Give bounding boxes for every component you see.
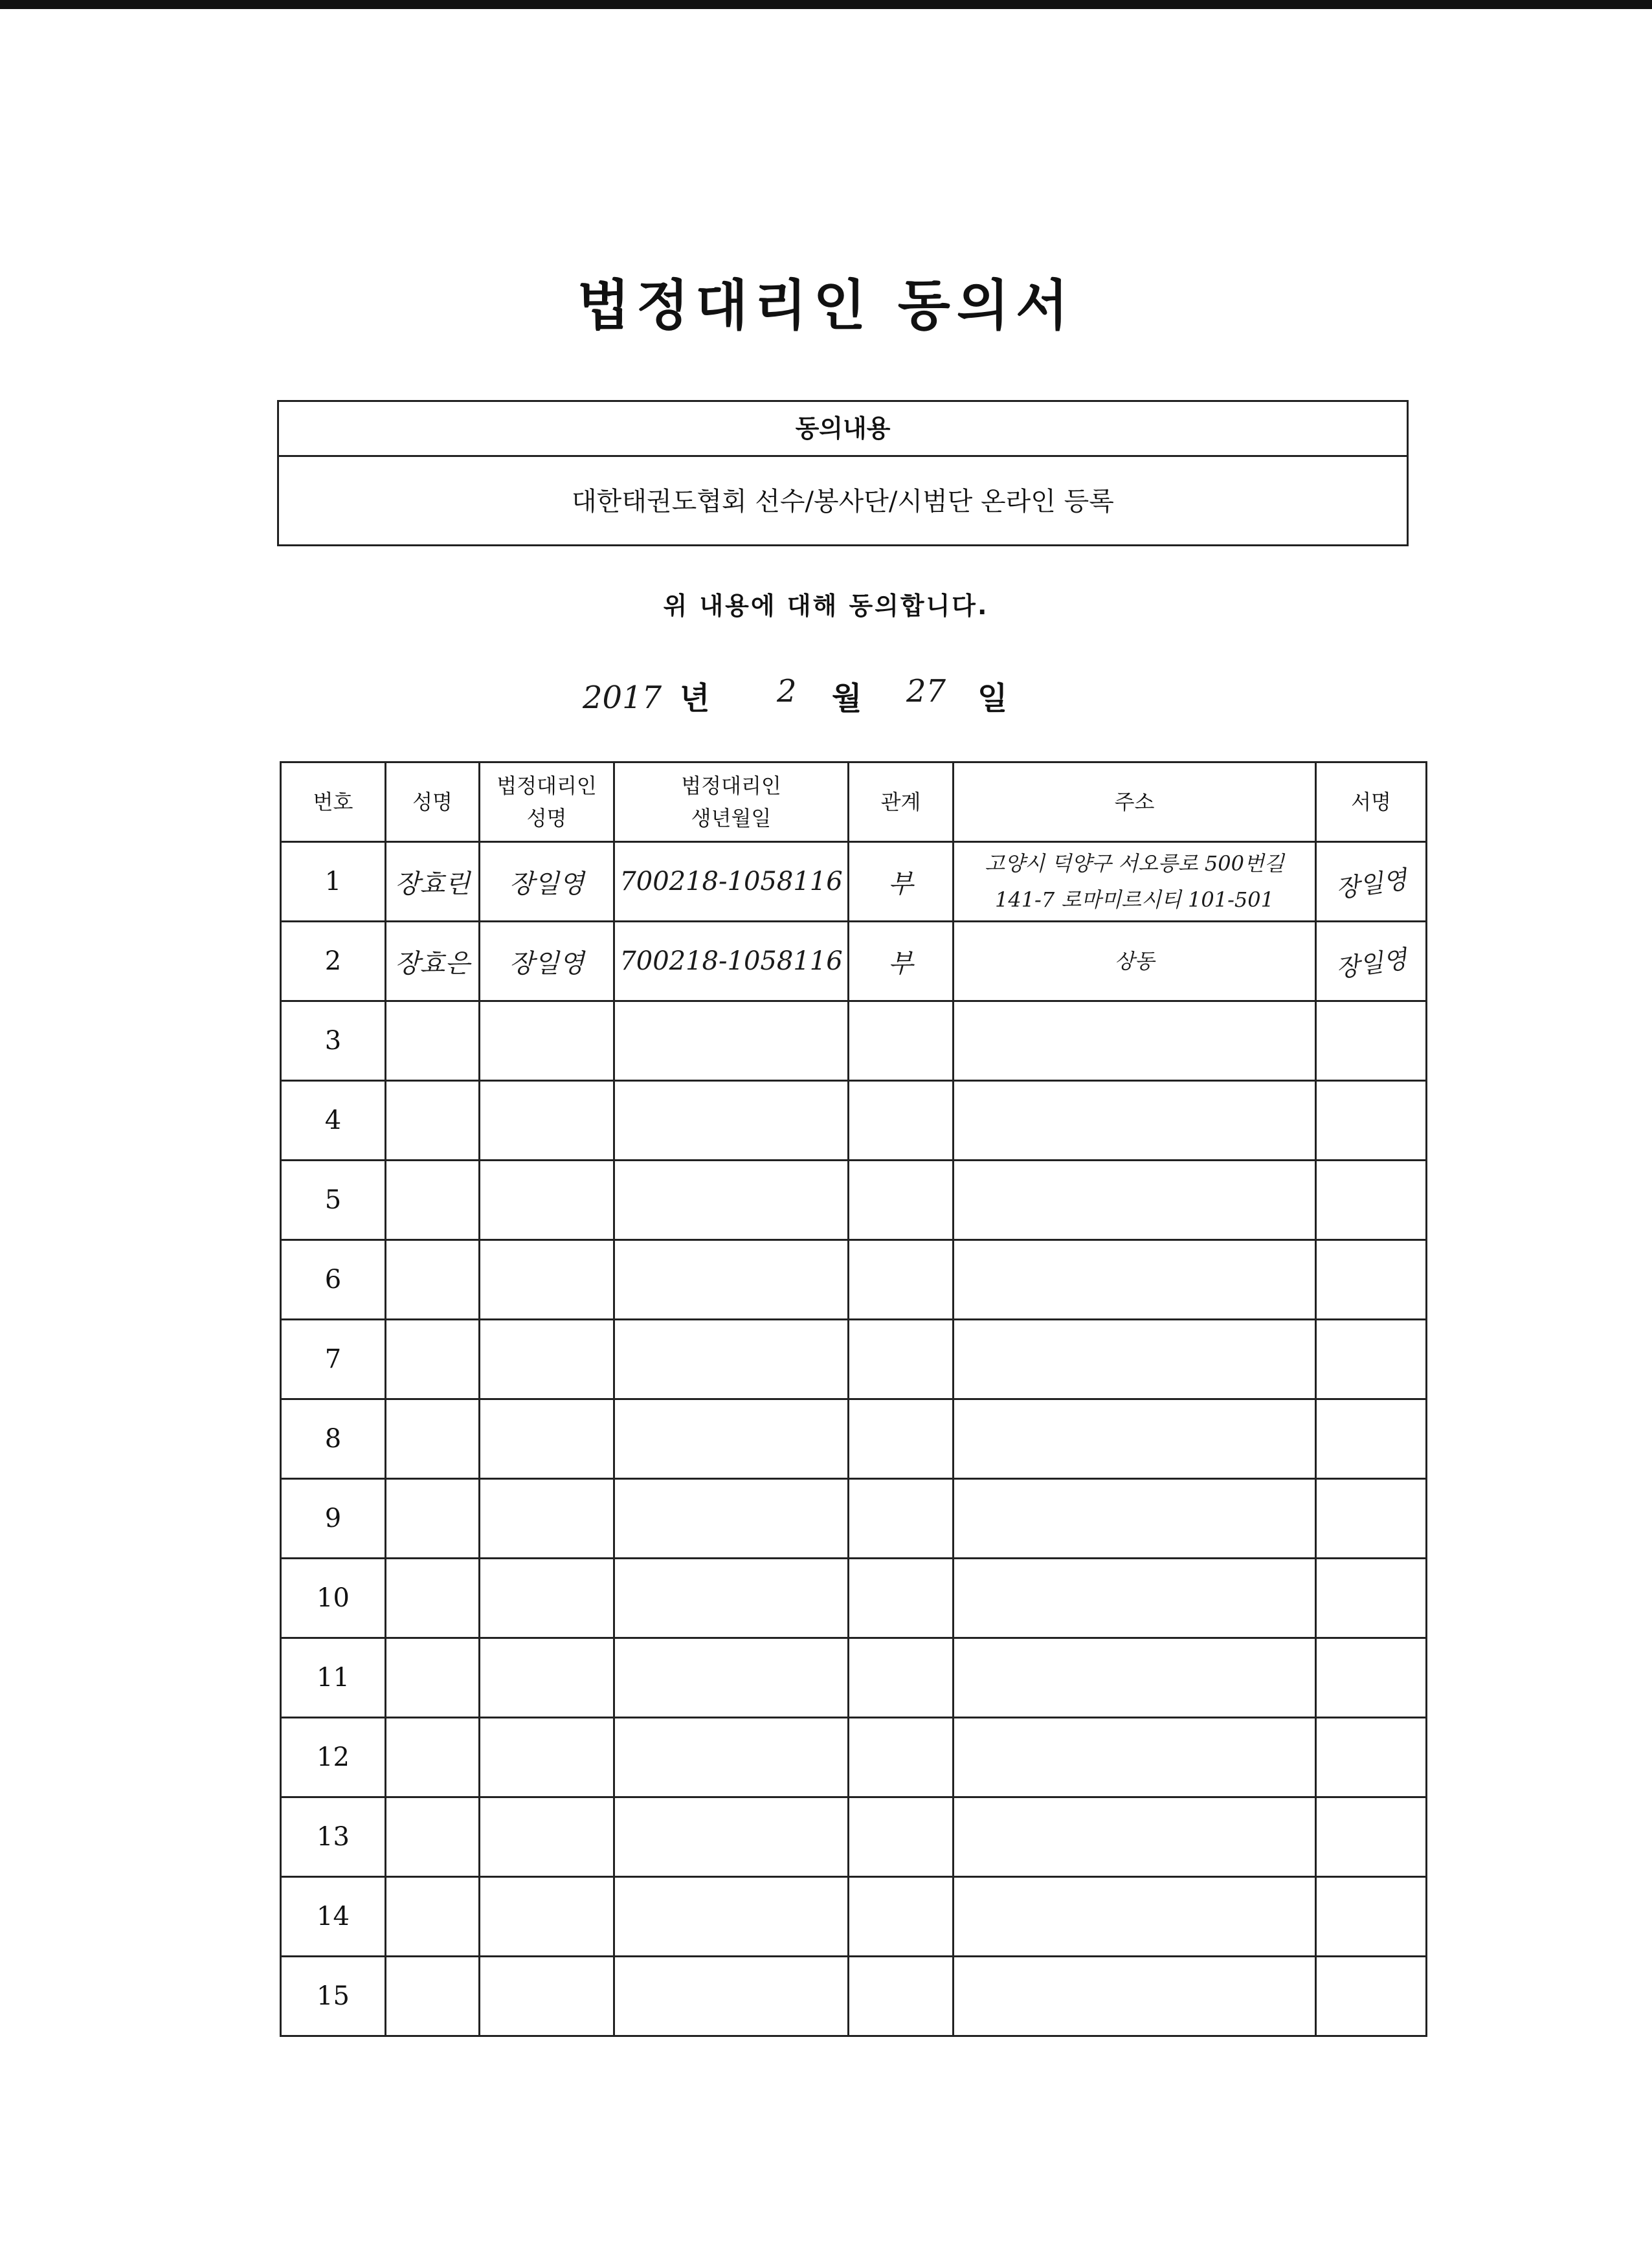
row-birth [614, 1001, 849, 1081]
row-signature [1316, 1479, 1427, 1559]
row-signature [1316, 842, 1427, 922]
row-no: 8 [281, 1399, 386, 1479]
row-guardian: 장일영 [480, 842, 614, 922]
row-address [954, 1559, 1316, 1638]
row-address-line2: 141-7 로마미르시티 101-501 [994, 887, 1275, 912]
table-row [281, 1081, 1427, 1161]
row-no: 2 [281, 922, 386, 1001]
row-no: 15 [281, 1957, 386, 2036]
table-row [281, 922, 1427, 1001]
row-signature [1316, 922, 1427, 1001]
header-signature: 서명 [1316, 762, 1427, 842]
row-name: 장효은 [386, 922, 480, 1001]
row-address [954, 1638, 1316, 1718]
row-address [954, 1240, 1316, 1320]
row-address [954, 1797, 1316, 1877]
row-name [386, 1718, 480, 1797]
scan-top-edge [0, 0, 1652, 9]
row-guardian [480, 1479, 614, 1559]
row-address-line1: 상동 [1114, 949, 1155, 973]
table-row [281, 1161, 1427, 1240]
table-row [281, 842, 1427, 922]
row-guardian [480, 1161, 614, 1240]
row-address [954, 1161, 1316, 1240]
date-year-unit: 년 [680, 680, 710, 717]
row-relation [849, 1957, 954, 2036]
header-guardian-birth-line2: 생년월일 [691, 806, 772, 830]
row-birth: 700218-1058116 [614, 922, 849, 1001]
row-no: 14 [281, 1877, 386, 1957]
row-signature [1316, 1240, 1427, 1320]
row-no: 11 [281, 1638, 386, 1718]
row-signature [1316, 1718, 1427, 1797]
guardian-table [280, 761, 1427, 2037]
row-birth [614, 1877, 849, 1957]
row-name [386, 1559, 480, 1638]
row-relation [849, 1718, 954, 1797]
signature-mark: 장일영 [1334, 944, 1409, 983]
table-row [281, 1399, 1427, 1479]
row-guardian [480, 1797, 614, 1877]
row-address [954, 1399, 1316, 1479]
table-row [281, 1479, 1427, 1559]
row-guardian [480, 1001, 614, 1081]
row-no: 12 [281, 1718, 386, 1797]
table-row [281, 1797, 1427, 1877]
row-birth [614, 1399, 849, 1479]
table-row [281, 1957, 1427, 2036]
row-no: 4 [281, 1081, 386, 1161]
row-guardian [480, 1399, 614, 1479]
date-month: 2 [777, 673, 797, 709]
row-birth: 700218-1058116 [614, 842, 849, 922]
row-birth [614, 1479, 849, 1559]
date-line [0, 667, 1652, 731]
row-relation [849, 1320, 954, 1399]
row-relation: 부 [849, 922, 954, 1001]
header-name: 성명 [386, 762, 480, 842]
table-row [281, 1240, 1427, 1320]
header-guardian-name [480, 762, 614, 842]
row-address-line1: 고양시 덕양구 서오릉로 500번길 [985, 851, 1284, 876]
header-guardian-name-line1: 법정대리인 [497, 773, 597, 798]
row-name [386, 1161, 480, 1240]
row-name [386, 1240, 480, 1320]
row-relation [849, 1001, 954, 1081]
row-birth [614, 1638, 849, 1718]
header-no: 번호 [281, 762, 386, 842]
row-signature [1316, 1399, 1427, 1479]
row-address [954, 922, 1316, 1001]
row-relation [849, 1479, 954, 1559]
date-month-unit: 월 [832, 680, 862, 717]
row-no: 3 [281, 1001, 386, 1081]
signature-mark: 장일영 [1334, 865, 1409, 903]
row-signature [1316, 1320, 1427, 1399]
row-no: 9 [281, 1479, 386, 1559]
row-birth [614, 1559, 849, 1638]
header-address: 주소 [954, 762, 1316, 842]
row-no: 13 [281, 1797, 386, 1877]
row-guardian [480, 1877, 614, 1957]
row-signature [1316, 1161, 1427, 1240]
table-row [281, 1638, 1427, 1718]
header-guardian-name-line2: 성명 [526, 806, 567, 830]
date-day-unit: 일 [977, 680, 1008, 717]
row-name [386, 1320, 480, 1399]
table-row [281, 1718, 1427, 1797]
row-birth [614, 1957, 849, 2036]
row-signature [1316, 1957, 1427, 2036]
row-birth [614, 1161, 849, 1240]
row-relation [849, 1240, 954, 1320]
row-signature [1316, 1081, 1427, 1161]
row-birth [614, 1320, 849, 1399]
row-name [386, 1797, 480, 1877]
row-name [386, 1479, 480, 1559]
row-relation [849, 1399, 954, 1479]
row-address [954, 1957, 1316, 2036]
agree-statement: 위 내용에 대해 동의합니다. [663, 592, 989, 620]
row-address [954, 1479, 1316, 1559]
row-guardian [480, 1320, 614, 1399]
row-address [954, 1718, 1316, 1797]
row-name: 장효린 [386, 842, 480, 922]
row-relation: 부 [849, 842, 954, 922]
row-address [954, 1001, 1316, 1081]
row-address [954, 1320, 1316, 1399]
row-name [386, 1638, 480, 1718]
row-address [954, 1081, 1316, 1161]
row-relation [849, 1161, 954, 1240]
row-signature [1316, 1559, 1427, 1638]
consent-text: 대한태권도협회 선수/봉사단/시범단 온라인 등록 [572, 487, 1114, 517]
row-guardian [480, 1957, 614, 2036]
row-relation [849, 1638, 954, 1718]
row-no: 5 [281, 1161, 386, 1240]
table-row [281, 1559, 1427, 1638]
row-signature [1316, 1797, 1427, 1877]
row-no: 10 [281, 1559, 386, 1638]
header-guardian-birth [614, 762, 849, 842]
table-row [281, 1877, 1427, 1957]
row-guardian [480, 1240, 614, 1320]
row-guardian [480, 1638, 614, 1718]
row-address [954, 1877, 1316, 1957]
header-guardian-birth-line1: 법정대리인 [681, 773, 781, 798]
row-name [386, 1957, 480, 2036]
row-birth [614, 1081, 849, 1161]
row-guardian [480, 1559, 614, 1638]
table-row [281, 1001, 1427, 1081]
date-day: 27 [906, 673, 946, 709]
date-year: 2017 [583, 680, 662, 716]
row-birth [614, 1240, 849, 1320]
row-name [386, 1001, 480, 1081]
row-address [954, 842, 1316, 922]
row-relation [849, 1559, 954, 1638]
row-guardian: 장일영 [480, 922, 614, 1001]
row-birth [614, 1797, 849, 1877]
row-name [386, 1081, 480, 1161]
row-no: 6 [281, 1240, 386, 1320]
row-relation [849, 1797, 954, 1877]
row-signature [1316, 1638, 1427, 1718]
header-relation: 관계 [849, 762, 954, 842]
consent-header: 동의내용 [279, 402, 1407, 457]
row-birth [614, 1718, 849, 1797]
row-relation [849, 1081, 954, 1161]
row-signature [1316, 1877, 1427, 1957]
row-guardian [480, 1081, 614, 1161]
table-header-row [281, 762, 1427, 842]
row-name [386, 1399, 480, 1479]
document-title: 법정대리인 동의서 [577, 274, 1075, 337]
row-guardian [480, 1718, 614, 1797]
row-no: 7 [281, 1320, 386, 1399]
consent-box [277, 400, 1409, 546]
row-no: 1 [281, 842, 386, 922]
row-signature [1316, 1001, 1427, 1081]
row-relation [849, 1877, 954, 1957]
row-name [386, 1877, 480, 1957]
table-row [281, 1320, 1427, 1399]
